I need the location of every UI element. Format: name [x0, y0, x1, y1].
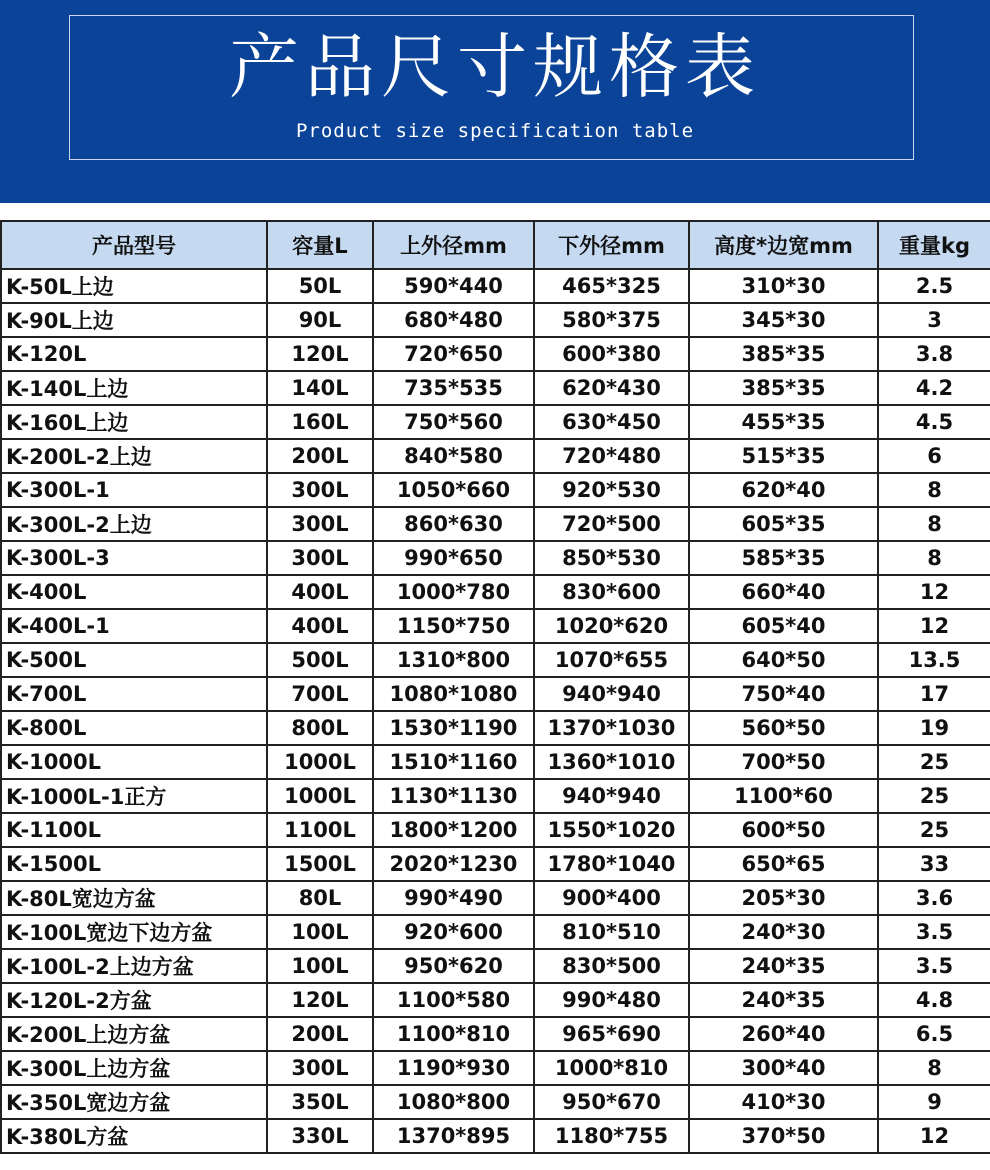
table-row — [1, 439, 990, 473]
cell-model: K-700L — [1, 677, 267, 711]
cell-height-rim: 640*50 — [689, 643, 878, 677]
cell-capacity: 50L — [267, 269, 373, 303]
cell-weight: 17 — [878, 677, 990, 711]
cell-top-diameter: 750*560 — [373, 405, 534, 439]
table-row — [1, 575, 990, 609]
table-row — [1, 541, 990, 575]
cell-weight: 3.5 — [878, 949, 990, 983]
cell-top-diameter: 1510*1160 — [373, 745, 534, 779]
cell-capacity: 500L — [267, 643, 373, 677]
cell-capacity: 160L — [267, 405, 373, 439]
cell-capacity: 330L — [267, 1119, 373, 1153]
cell-weight: 25 — [878, 745, 990, 779]
cell-capacity: 120L — [267, 983, 373, 1017]
cell-top-diameter: 590*440 — [373, 269, 534, 303]
cell-top-diameter: 990*650 — [373, 541, 534, 575]
cell-model: K-200L上边方盆 — [1, 1017, 267, 1051]
cell-top-diameter: 1310*800 — [373, 643, 534, 677]
cell-top-diameter: 1000*780 — [373, 575, 534, 609]
cell-model: K-140L上边 — [1, 371, 267, 405]
cell-bottom-diameter: 1360*1010 — [534, 745, 689, 779]
cell-weight: 33 — [878, 847, 990, 881]
cell-weight: 13.5 — [878, 643, 990, 677]
header-banner — [0, 0, 990, 203]
cell-bottom-diameter: 850*530 — [534, 541, 689, 575]
cell-model: K-120L — [1, 337, 267, 371]
cell-height-rim: 585*35 — [689, 541, 878, 575]
table-row — [1, 371, 990, 405]
cell-bottom-diameter: 830*600 — [534, 575, 689, 609]
cell-bottom-diameter: 950*670 — [534, 1085, 689, 1119]
column-header-bottom-diameter: 下外径mm — [534, 221, 689, 269]
cell-capacity: 300L — [267, 541, 373, 575]
cell-bottom-diameter: 1180*755 — [534, 1119, 689, 1153]
cell-top-diameter: 1050*660 — [373, 473, 534, 507]
cell-top-diameter: 950*620 — [373, 949, 534, 983]
cell-bottom-diameter: 940*940 — [534, 779, 689, 813]
table-row — [1, 303, 990, 337]
cell-capacity: 90L — [267, 303, 373, 337]
cell-height-rim: 410*30 — [689, 1085, 878, 1119]
cell-capacity: 200L — [267, 1017, 373, 1051]
cell-weight: 8 — [878, 473, 990, 507]
cell-top-diameter: 920*600 — [373, 915, 534, 949]
table-row — [1, 745, 990, 779]
cell-model: K-350L宽边方盆 — [1, 1085, 267, 1119]
table-row — [1, 711, 990, 745]
cell-bottom-diameter: 900*400 — [534, 881, 689, 915]
table-row — [1, 269, 990, 303]
cell-bottom-diameter: 1370*1030 — [534, 711, 689, 745]
cell-capacity: 700L — [267, 677, 373, 711]
page-title: 产品尺寸规格表 — [229, 26, 761, 108]
cell-model: K-160L上边 — [1, 405, 267, 439]
cell-model: K-1000L — [1, 745, 267, 779]
cell-height-rim: 385*35 — [689, 337, 878, 371]
table-row — [1, 507, 990, 541]
cell-height-rim: 605*35 — [689, 507, 878, 541]
cell-capacity: 400L — [267, 609, 373, 643]
cell-height-rim: 515*35 — [689, 439, 878, 473]
cell-bottom-diameter: 720*480 — [534, 439, 689, 473]
column-header-height-rim: 高度*边宽mm — [689, 221, 878, 269]
cell-bottom-diameter: 720*500 — [534, 507, 689, 541]
table-row — [1, 337, 990, 371]
cell-bottom-diameter: 830*500 — [534, 949, 689, 983]
cell-capacity: 1100L — [267, 813, 373, 847]
cell-top-diameter: 680*480 — [373, 303, 534, 337]
cell-top-diameter: 990*490 — [373, 881, 534, 915]
cell-weight: 6.5 — [878, 1017, 990, 1051]
cell-model: K-80L宽边方盆 — [1, 881, 267, 915]
cell-bottom-diameter: 465*325 — [534, 269, 689, 303]
cell-model: K-300L上边方盆 — [1, 1051, 267, 1085]
page-subtitle: Product size specification table — [295, 120, 695, 142]
cell-weight: 4.5 — [878, 405, 990, 439]
cell-height-rim: 560*50 — [689, 711, 878, 745]
cell-height-rim: 600*50 — [689, 813, 878, 847]
table-row — [1, 949, 990, 983]
table-row — [1, 1017, 990, 1051]
cell-capacity: 350L — [267, 1085, 373, 1119]
table-header-row — [1, 221, 990, 269]
table-row — [1, 677, 990, 711]
column-header-capacity: 容量L — [267, 221, 373, 269]
cell-bottom-diameter: 630*450 — [534, 405, 689, 439]
cell-top-diameter: 1370*895 — [373, 1119, 534, 1153]
cell-weight: 3.8 — [878, 337, 990, 371]
cell-bottom-diameter: 620*430 — [534, 371, 689, 405]
table-row — [1, 915, 990, 949]
cell-model: K-90L上边 — [1, 303, 267, 337]
cell-capacity: 80L — [267, 881, 373, 915]
cell-capacity: 300L — [267, 473, 373, 507]
cell-height-rim: 345*30 — [689, 303, 878, 337]
cell-weight: 19 — [878, 711, 990, 745]
cell-capacity: 300L — [267, 507, 373, 541]
cell-bottom-diameter: 600*380 — [534, 337, 689, 371]
cell-capacity: 100L — [267, 949, 373, 983]
cell-height-rim: 385*35 — [689, 371, 878, 405]
cell-model: K-1000L-1正方 — [1, 779, 267, 813]
cell-top-diameter: 2020*1230 — [373, 847, 534, 881]
cell-height-rim: 310*30 — [689, 269, 878, 303]
cell-top-diameter: 720*650 — [373, 337, 534, 371]
cell-weight: 12 — [878, 1119, 990, 1153]
cell-top-diameter: 860*630 — [373, 507, 534, 541]
cell-model: K-200L-2上边 — [1, 439, 267, 473]
cell-weight: 25 — [878, 779, 990, 813]
cell-weight: 6 — [878, 439, 990, 473]
cell-model: K-380L方盆 — [1, 1119, 267, 1153]
cell-bottom-diameter: 1070*655 — [534, 643, 689, 677]
table-row — [1, 847, 990, 881]
cell-weight: 4.2 — [878, 371, 990, 405]
table-row — [1, 1119, 990, 1153]
cell-top-diameter: 1190*930 — [373, 1051, 534, 1085]
column-header-top-diameter: 上外径mm — [373, 221, 534, 269]
spec-table — [0, 220, 990, 1154]
cell-top-diameter: 1150*750 — [373, 609, 534, 643]
cell-weight: 25 — [878, 813, 990, 847]
cell-bottom-diameter: 810*510 — [534, 915, 689, 949]
cell-capacity: 200L — [267, 439, 373, 473]
cell-weight: 12 — [878, 575, 990, 609]
table-row — [1, 983, 990, 1017]
cell-model: K-1500L — [1, 847, 267, 881]
cell-model: K-300L-1 — [1, 473, 267, 507]
cell-top-diameter: 735*535 — [373, 371, 534, 405]
cell-capacity: 1000L — [267, 745, 373, 779]
cell-bottom-diameter: 990*480 — [534, 983, 689, 1017]
cell-height-rim: 240*30 — [689, 915, 878, 949]
cell-weight: 12 — [878, 609, 990, 643]
cell-top-diameter: 1100*810 — [373, 1017, 534, 1051]
cell-model: K-120L-2方盆 — [1, 983, 267, 1017]
cell-weight: 3.6 — [878, 881, 990, 915]
cell-model: K-50L上边 — [1, 269, 267, 303]
cell-bottom-diameter: 1780*1040 — [534, 847, 689, 881]
cell-weight: 3 — [878, 303, 990, 337]
table-row — [1, 1051, 990, 1085]
cell-model: K-100L宽边下边方盆 — [1, 915, 267, 949]
cell-height-rim: 620*40 — [689, 473, 878, 507]
cell-height-rim: 260*40 — [689, 1017, 878, 1051]
cell-capacity: 100L — [267, 915, 373, 949]
cell-bottom-diameter: 1020*620 — [534, 609, 689, 643]
cell-top-diameter: 1080*800 — [373, 1085, 534, 1119]
cell-model: K-100L-2上边方盆 — [1, 949, 267, 983]
table-row — [1, 1085, 990, 1119]
column-header-model: 产品型号 — [1, 221, 267, 269]
column-header-weight: 重量kg — [878, 221, 990, 269]
cell-height-rim: 300*40 — [689, 1051, 878, 1085]
cell-model: K-400L-1 — [1, 609, 267, 643]
cell-weight: 9 — [878, 1085, 990, 1119]
cell-model: K-300L-3 — [1, 541, 267, 575]
cell-weight: 8 — [878, 541, 990, 575]
cell-height-rim: 370*50 — [689, 1119, 878, 1153]
cell-weight: 8 — [878, 1051, 990, 1085]
cell-bottom-diameter: 965*690 — [534, 1017, 689, 1051]
cell-height-rim: 700*50 — [689, 745, 878, 779]
table-row — [1, 405, 990, 439]
cell-capacity: 140L — [267, 371, 373, 405]
cell-model: K-500L — [1, 643, 267, 677]
cell-height-rim: 1100*60 — [689, 779, 878, 813]
table-row — [1, 881, 990, 915]
cell-height-rim: 455*35 — [689, 405, 878, 439]
cell-height-rim: 750*40 — [689, 677, 878, 711]
cell-bottom-diameter: 1550*1020 — [534, 813, 689, 847]
cell-bottom-diameter: 940*940 — [534, 677, 689, 711]
cell-bottom-diameter: 920*530 — [534, 473, 689, 507]
cell-weight: 4.8 — [878, 983, 990, 1017]
cell-height-rim: 240*35 — [689, 983, 878, 1017]
cell-capacity: 300L — [267, 1051, 373, 1085]
cell-capacity: 800L — [267, 711, 373, 745]
cell-capacity: 1000L — [267, 779, 373, 813]
cell-height-rim: 605*40 — [689, 609, 878, 643]
cell-capacity: 1500L — [267, 847, 373, 881]
cell-weight: 3.5 — [878, 915, 990, 949]
cell-model: K-300L-2上边 — [1, 507, 267, 541]
cell-top-diameter: 1130*1130 — [373, 779, 534, 813]
cell-height-rim: 660*40 — [689, 575, 878, 609]
cell-top-diameter: 840*580 — [373, 439, 534, 473]
cell-bottom-diameter: 1000*810 — [534, 1051, 689, 1085]
cell-height-rim: 240*35 — [689, 949, 878, 983]
cell-top-diameter: 1800*1200 — [373, 813, 534, 847]
table-row — [1, 813, 990, 847]
table-row — [1, 609, 990, 643]
cell-top-diameter: 1530*1190 — [373, 711, 534, 745]
cell-bottom-diameter: 580*375 — [534, 303, 689, 337]
cell-weight: 8 — [878, 507, 990, 541]
table-row — [1, 643, 990, 677]
table-row — [1, 779, 990, 813]
cell-height-rim: 205*30 — [689, 881, 878, 915]
cell-model: K-400L — [1, 575, 267, 609]
cell-model: K-1100L — [1, 813, 267, 847]
table-row — [1, 473, 990, 507]
cell-weight: 2.5 — [878, 269, 990, 303]
cell-top-diameter: 1080*1080 — [373, 677, 534, 711]
cell-capacity: 120L — [267, 337, 373, 371]
cell-height-rim: 650*65 — [689, 847, 878, 881]
cell-capacity: 400L — [267, 575, 373, 609]
cell-top-diameter: 1100*580 — [373, 983, 534, 1017]
cell-model: K-800L — [1, 711, 267, 745]
